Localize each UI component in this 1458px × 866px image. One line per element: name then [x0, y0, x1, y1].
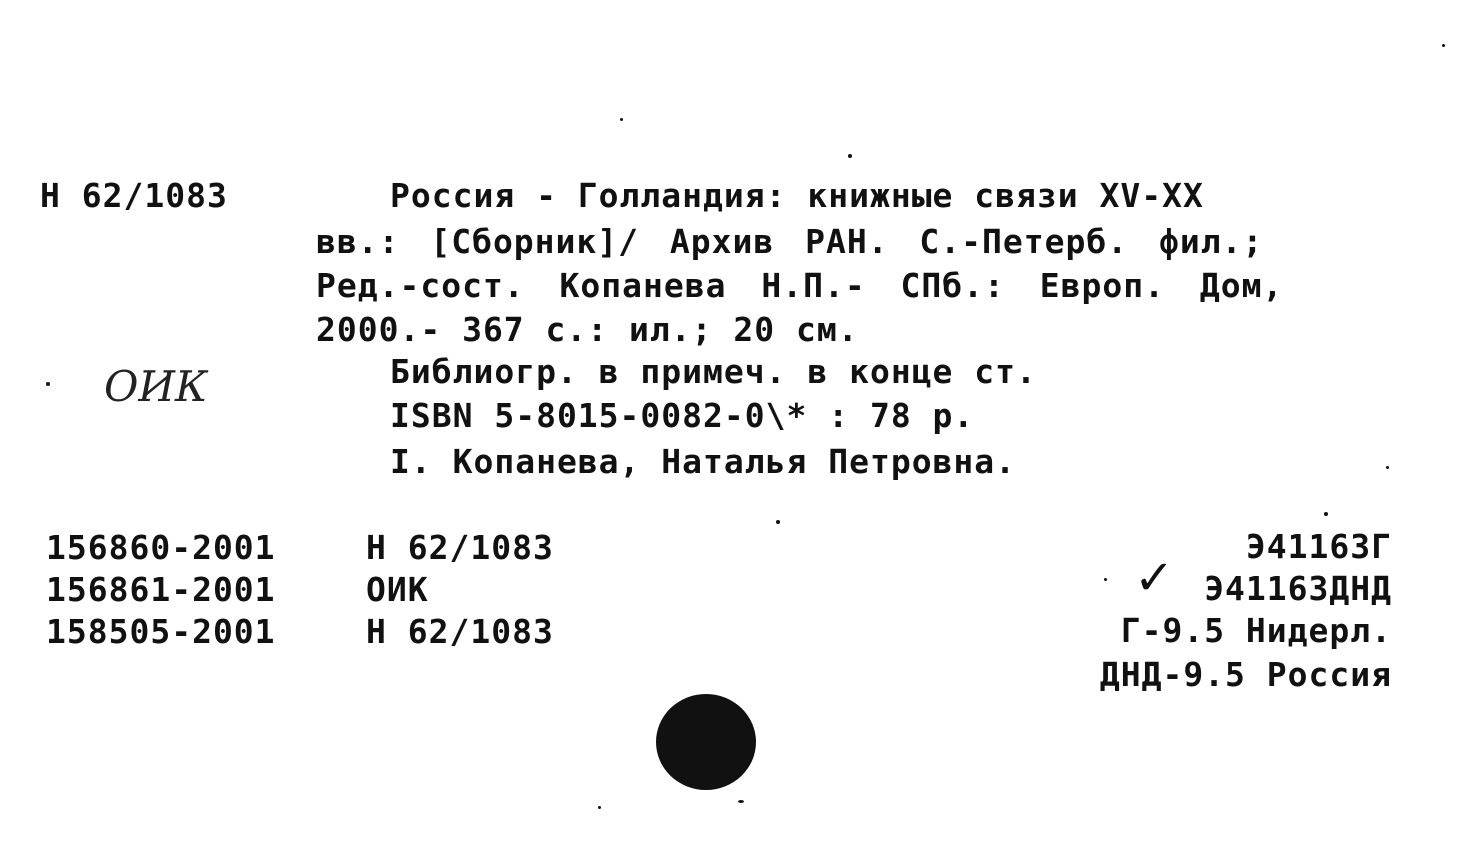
code-2: Э41163ДНД — [1204, 569, 1392, 608]
title-line-3: Ред.-сост. Копанева Н.П.- СПб.: Европ. Дом, — [316, 266, 1284, 305]
inventory-location-1: Н 62/1083 — [366, 528, 554, 567]
check-mark-icon: ✓ — [1134, 550, 1175, 606]
speck — [1104, 578, 1107, 581]
inventory-number-1: 156860-2001 — [46, 528, 276, 567]
handwritten-mark: ОИК — [104, 362, 208, 411]
class-2: ДНД-9.5 Россия — [1099, 655, 1392, 694]
speck — [1324, 512, 1328, 516]
speck — [1386, 466, 1389, 469]
title-line-4: 2000.- 367 с.: ил.; 20 см. — [316, 310, 859, 349]
speck — [46, 382, 50, 386]
title-line-2: вв.: [Сборник]/ Архив РАН. С.-Петерб. фил.; — [316, 222, 1264, 261]
speck — [738, 800, 744, 803]
class-1: Г-9.5 Нидерл. — [1120, 611, 1392, 650]
added-entry: I. Копанева, Наталья Петровна. — [390, 442, 1017, 481]
speck — [848, 154, 852, 158]
title-line-1-text: Россия - Голландия: книжные связи XV-XX — [390, 176, 1204, 215]
inventory-location-3: Н 62/1083 — [366, 612, 554, 651]
isbn-line: ISBN 5-8015-0082-0\* : 78 р. — [390, 396, 975, 435]
bibliography-note: Библиогр. в примеч. в конце ст. — [390, 352, 1037, 391]
code-1: Э41163Г — [1245, 527, 1392, 566]
punch-hole — [656, 694, 756, 790]
speck — [1442, 44, 1445, 47]
inventory-location-2: ОИК — [366, 570, 429, 609]
speck — [598, 806, 601, 809]
speck — [620, 118, 623, 121]
inventory-number-3: 158505-2001 — [46, 612, 276, 651]
speck — [776, 520, 780, 524]
inventory-number-2: 156861-2001 — [46, 570, 276, 609]
call-number: Н 62/1083 — [40, 176, 228, 215]
title-line-1 — [390, 176, 1416, 216]
